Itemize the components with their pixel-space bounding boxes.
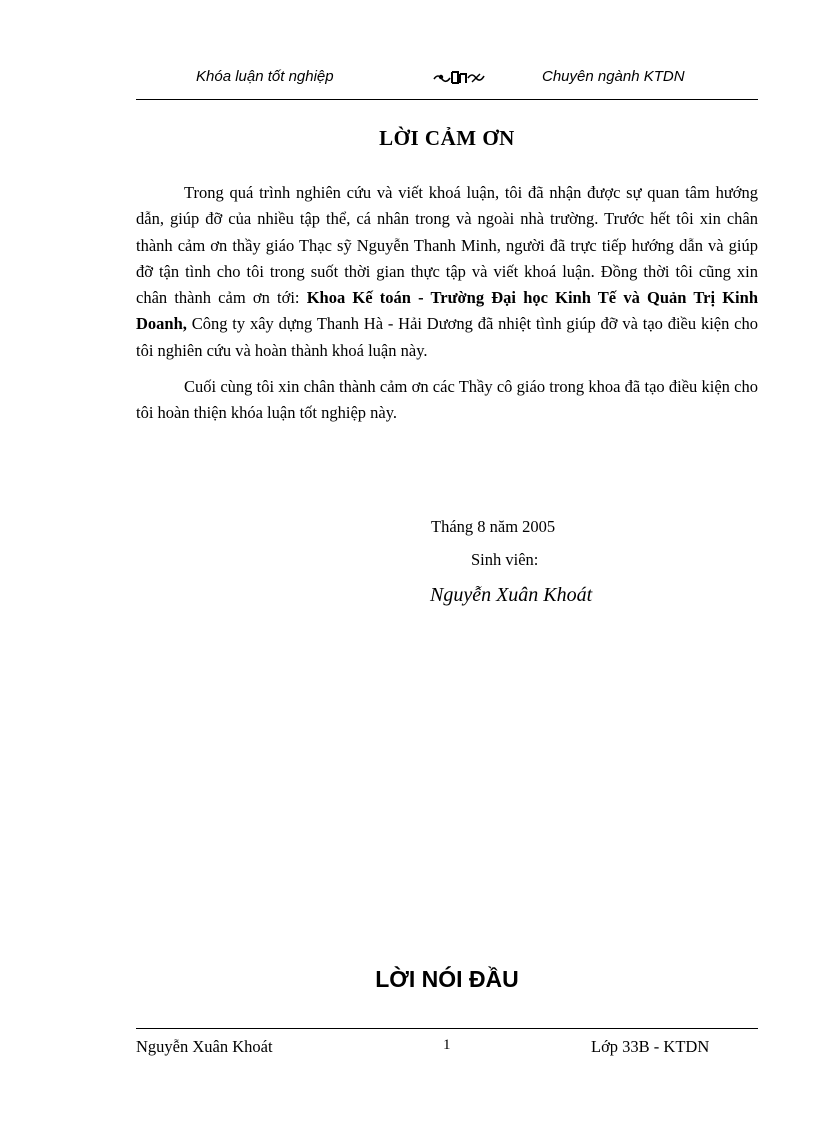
header-left-text: Khóa luận tốt nghiệp (196, 68, 334, 85)
page-title: LỜI CẢM ƠN (379, 126, 515, 150)
signature-name: Nguyễn Xuân Khoát (430, 584, 593, 606)
header-right-text: Chuyên ngành KTDN (542, 68, 685, 85)
signature-role: Sinh viên: (471, 550, 539, 569)
next-section-heading: LỜI NÓI ĐẦU (375, 966, 519, 992)
paragraph-1-text-a: Trong quá trình nghiên cứu và viết khoá luận, tôi đã nhận được sự quan tâm hướng dẫn, giúp đỡ của nhiều tập thể, cá nhân trong và ngoài nhà trường. Trước hết tôi xin chân thành cảm ơn thầy giáo Thạc sỹ Nguyễn Thanh Minh, người đã trực tiếp hướng dẫn và giúp đỡ tận tình cho tôi trong suốt thời gian thực tập và viết khoá luận. Đồng thời tôi cũng xin chân thành cảm ơn tới: (136, 183, 758, 308)
signature-date: Tháng 8 năm 2005 (431, 517, 556, 536)
page-number: 1 (443, 1037, 451, 1053)
footer-author: Nguyễn Xuân Khoát (136, 1037, 273, 1056)
page-header (136, 66, 758, 94)
decorative-flourish-icon (432, 66, 486, 88)
header-divider (136, 99, 758, 100)
footer-class: Lớp 33B - KTDN (591, 1037, 710, 1056)
acknowledgement-body (136, 180, 758, 427)
paragraph-1-bold: Khoa Kế toán - Trường Đại học Kinh Tế và Quản Trị Kinh Doanh, (136, 288, 758, 334)
footer-divider (136, 1028, 758, 1029)
paragraph-1-text-b: Công ty xây dựng Thanh Hà - Hải Dương đã nhiệt tình giúp đỡ và tạo điều kiện cho tôi nghiên cứu và hoàn thành khoá luận này. (136, 314, 758, 360)
paragraph-2: Cuối cùng tôi xin chân thành cảm ơn các Thầy cô giáo trong khoa đã tạo điều kiện cho tôi hoàn thiện khóa luận tốt nghiệp này. (136, 377, 758, 423)
paragraph-1 (136, 180, 758, 364)
